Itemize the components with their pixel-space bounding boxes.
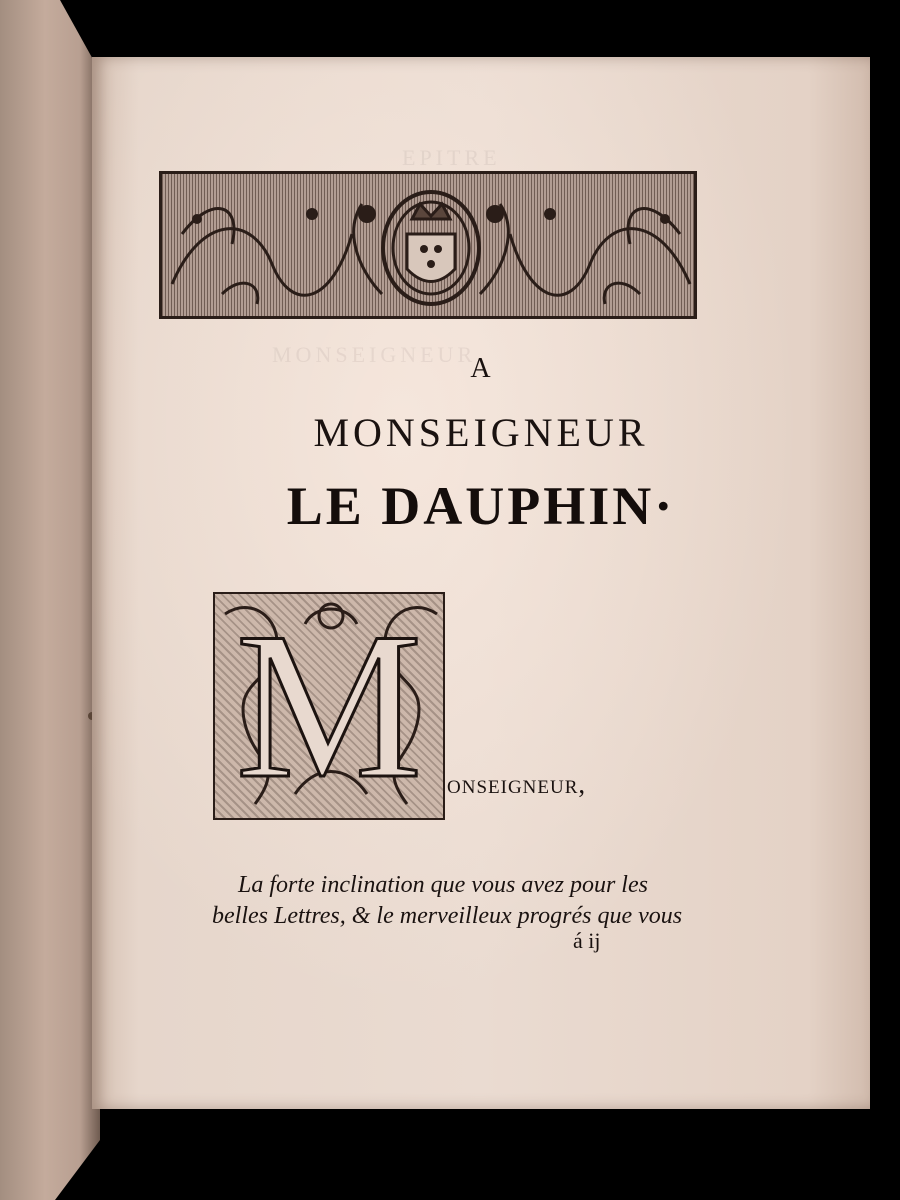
initial-letter: M — [235, 590, 423, 822]
headpiece-ornament-icon — [159, 171, 697, 319]
heading-le-dauphin: LE DAUPHIN· — [286, 476, 676, 536]
left-page-edge — [0, 0, 100, 1200]
heading-a: A — [470, 353, 492, 384]
bleed-through-text: EPITRE — [402, 145, 501, 170]
heading-monseigneur: MONSEIGNEUR — [313, 410, 649, 455]
decorated-initial — [213, 592, 445, 820]
bleed-through-text: MONSEIGNEUR — [272, 342, 477, 367]
book-page — [92, 57, 870, 1109]
salutation: onseigneur, — [447, 769, 587, 799]
body-line-1: La forte inclination que vous avez pour les — [238, 872, 648, 898]
body-line-2: belles Lettres, & le merveilleux progrés que vous — [212, 903, 683, 929]
signature-mark: á ij — [573, 928, 601, 953]
